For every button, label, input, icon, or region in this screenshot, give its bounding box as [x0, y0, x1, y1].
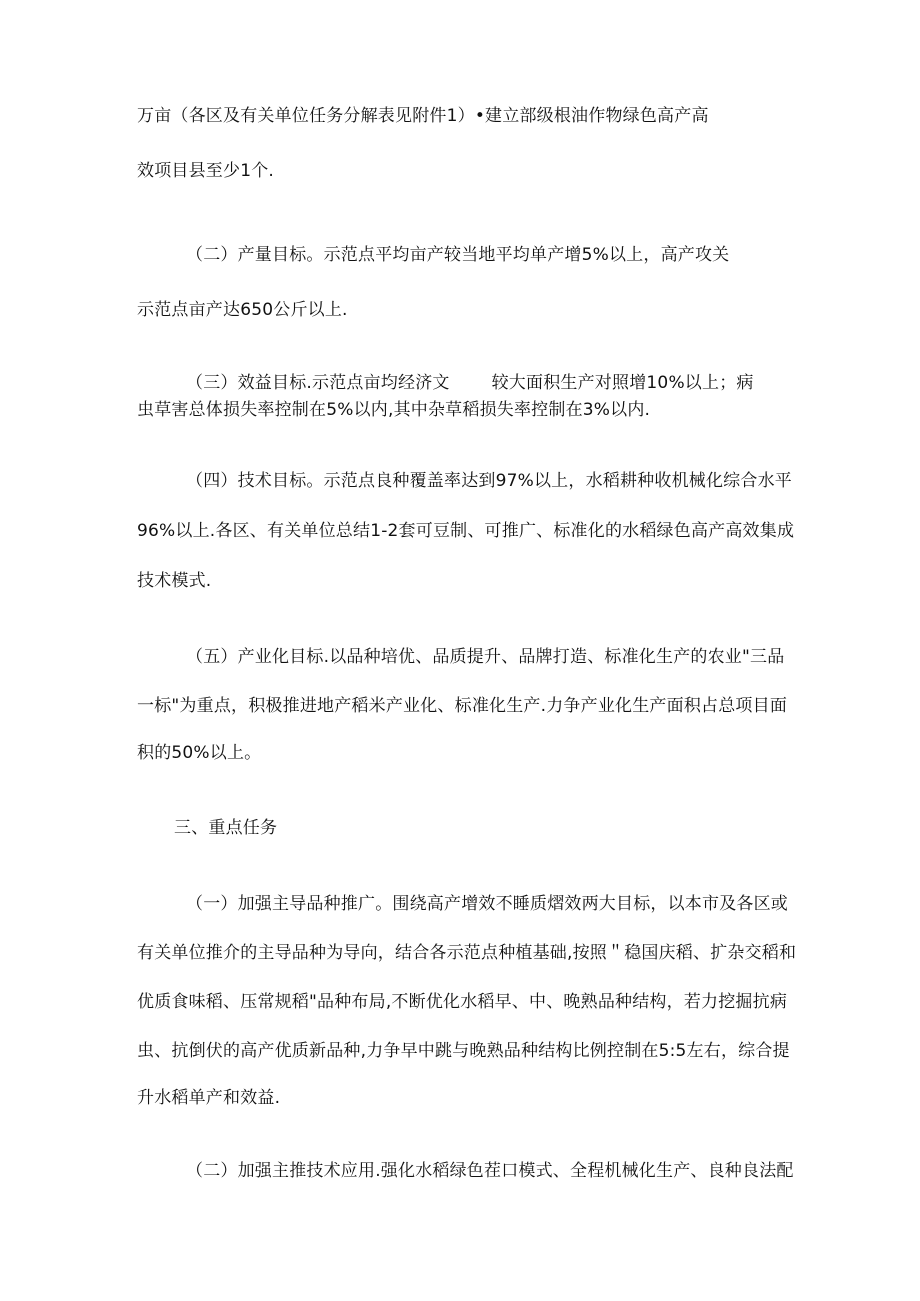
text-line	[186, 371, 754, 395]
text-line: 一标"为重点，积极推进地产稻米产业化、标准化生产.力争产业化生产面积占总项目面	[137, 696, 788, 716]
text-line: （二）加强主推技术应用.强化水稻绿色茬口模式、全程机械化生产、良种良法配	[186, 1161, 794, 1181]
text-line: 优质食味稻、压常规稻"品种布局,不断优化水稻早、中、晚熟品种结构，若力挖掘抗病	[137, 992, 788, 1012]
text-line: （一）加强主导品种推广。围绕高产增效不睡质熠效两大目标，以本市及各区或	[186, 894, 788, 914]
text-line: 技术模式.	[137, 571, 212, 591]
text-line: （五）产业化目标.以品种培优、品质提升、品牌打造、标准化生产的农业"三品	[186, 647, 785, 667]
text-line: 示范点亩产达650公斤以上.	[137, 300, 348, 320]
text-line: 万亩（各区及有关单位任务分解表见附件1）•建立部级根油作物绿色高产高	[137, 106, 709, 126]
text-line: 升水稻单产和效益.	[137, 1088, 281, 1108]
text-line: （二）产量目标。示范点平均亩产较当地平均单产增5%以上，高产攻关	[186, 245, 730, 265]
section-heading: 三、重点任务	[174, 818, 278, 838]
text-line: 虫草害总体损失率控制在5%以内,其中杂草稻损失率控制在3%以内.	[137, 400, 651, 420]
text-line: （四）技术目标。示范点良种覆盖率达到97%以上，水稻耕种收机械化综合水平	[186, 471, 792, 491]
text-line: 虫、抗倒伏的高产优质新品种,力争早中跳与晚熟品种结构比例控制在5:5左右，综合提	[137, 1041, 790, 1061]
text-line: 效项目县至少1个.	[137, 161, 275, 181]
text-line: 96%以上.各区、有关单位总结1-2套可豆制、可推广、标准化的水稻绿色高产高效集成	[137, 521, 795, 541]
text-fragment: （三）效益目标.示范点亩均经济文	[186, 373, 450, 393]
text-line: 积的50%以上。	[137, 743, 262, 763]
text-fragment: 较大面积生产对照增10%以上；病	[491, 373, 754, 393]
text-line: 有关单位推介的主导品种为导向，结合各示范点种植基础,按照＂稳国庆稻、扩杂交稻和	[137, 943, 797, 963]
